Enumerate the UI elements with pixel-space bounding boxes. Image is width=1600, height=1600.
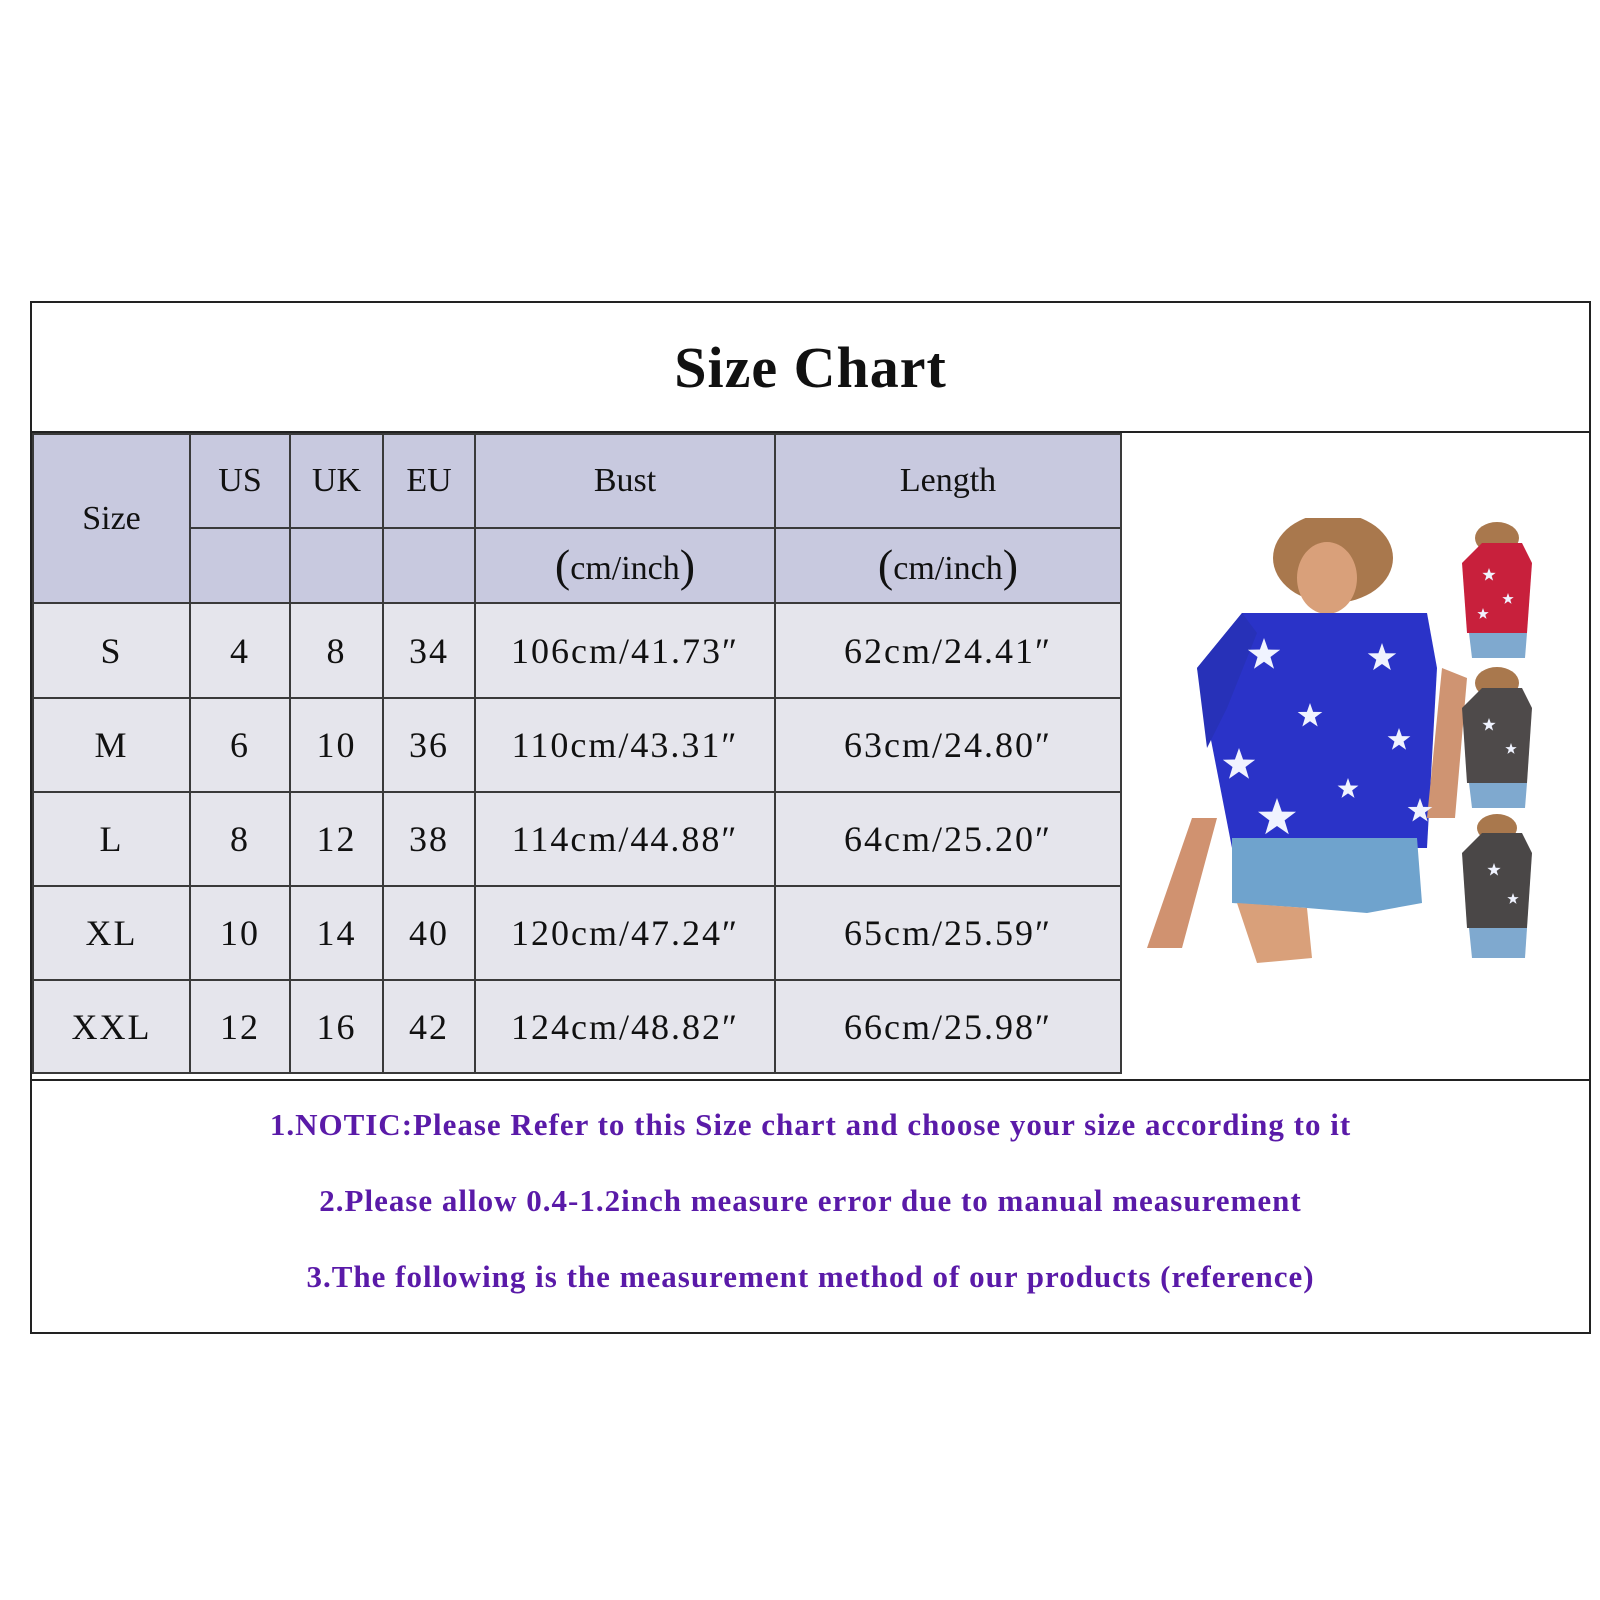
header-uk: UK (290, 434, 383, 528)
paren-close: ) (679, 540, 696, 591)
cell-bust: 114cm/44.88″ (475, 792, 775, 886)
cell-size: XXL (33, 980, 190, 1073)
cell-eu: 42 (383, 980, 475, 1073)
header-us-blank (190, 528, 290, 603)
header-length-unit (775, 528, 1121, 603)
cell-uk: 12 (290, 792, 383, 886)
cell-uk: 14 (290, 886, 383, 980)
cell-bust: 124cm/48.82″ (475, 980, 775, 1073)
cell-size: L (33, 792, 190, 886)
header-eu-blank (383, 528, 475, 603)
product-photos-svg (1137, 518, 1592, 978)
cell-eu: 40 (383, 886, 475, 980)
variant-photo-charcoal (1462, 814, 1532, 958)
cell-length: 66cm/25.98″ (775, 980, 1121, 1073)
cell-bust: 110cm/43.31″ (475, 698, 775, 792)
cell-uk: 10 (290, 698, 383, 792)
cell-us: 6 (190, 698, 290, 792)
main-model-photo (1147, 518, 1467, 963)
cell-uk: 8 (290, 603, 383, 698)
unit-text: cm/inch (893, 550, 1003, 587)
cell-bust: 120cm/47.24″ (475, 886, 775, 980)
cell-us: 12 (190, 980, 290, 1073)
cell-eu: 36 (383, 698, 475, 792)
cell-us: 8 (190, 792, 290, 886)
header-eu: EU (383, 434, 475, 528)
note-1: 1.NOTIC:Please Refer to this Size chart and choose your size according to it (269, 1107, 1352, 1142)
cell-length: 62cm/24.41″ (775, 603, 1121, 698)
table-row (33, 792, 1121, 886)
cell-uk: 16 (290, 980, 383, 1073)
cell-eu: 34 (383, 603, 475, 698)
cell-bust: 106cm/41.73″ (475, 603, 775, 698)
cell-us: 10 (190, 886, 290, 980)
notes-section (32, 1079, 1589, 1332)
paren-close: ) (1002, 540, 1019, 591)
cell-size: M (33, 698, 190, 792)
unit-text: cm/inch (570, 550, 680, 587)
cell-length: 65cm/25.59″ (775, 886, 1121, 980)
cell-size: S (33, 603, 190, 698)
header-bust: Bust (475, 434, 775, 528)
chart-title: Size Chart (32, 303, 1589, 433)
size-chart-frame (30, 301, 1591, 1334)
cell-us: 4 (190, 603, 290, 698)
product-photos (1137, 518, 1592, 978)
paren-open: ( (554, 540, 571, 591)
header-uk-blank (290, 528, 383, 603)
table-row (33, 603, 1121, 698)
header-us: US (190, 434, 290, 528)
table-row (33, 698, 1121, 792)
variant-photo-red (1462, 522, 1532, 658)
variant-photo-grey (1462, 667, 1532, 808)
cell-length: 64cm/25.20″ (775, 792, 1121, 886)
paren-open: ( (877, 540, 894, 591)
size-table (32, 433, 1122, 1074)
note-2: 2.Please allow 0.4-1.2inch measure error due to manual measurement (319, 1183, 1302, 1218)
table-row (33, 980, 1121, 1073)
header-length: Length (775, 434, 1121, 528)
cell-length: 63cm/24.80″ (775, 698, 1121, 792)
header-size: Size (33, 434, 190, 603)
cell-eu: 38 (383, 792, 475, 886)
note-3: 3.The following is the measurement method of our products (reference) (306, 1259, 1315, 1294)
cell-size: XL (33, 886, 190, 980)
table-row (33, 886, 1121, 980)
header-bust-unit (475, 528, 775, 603)
